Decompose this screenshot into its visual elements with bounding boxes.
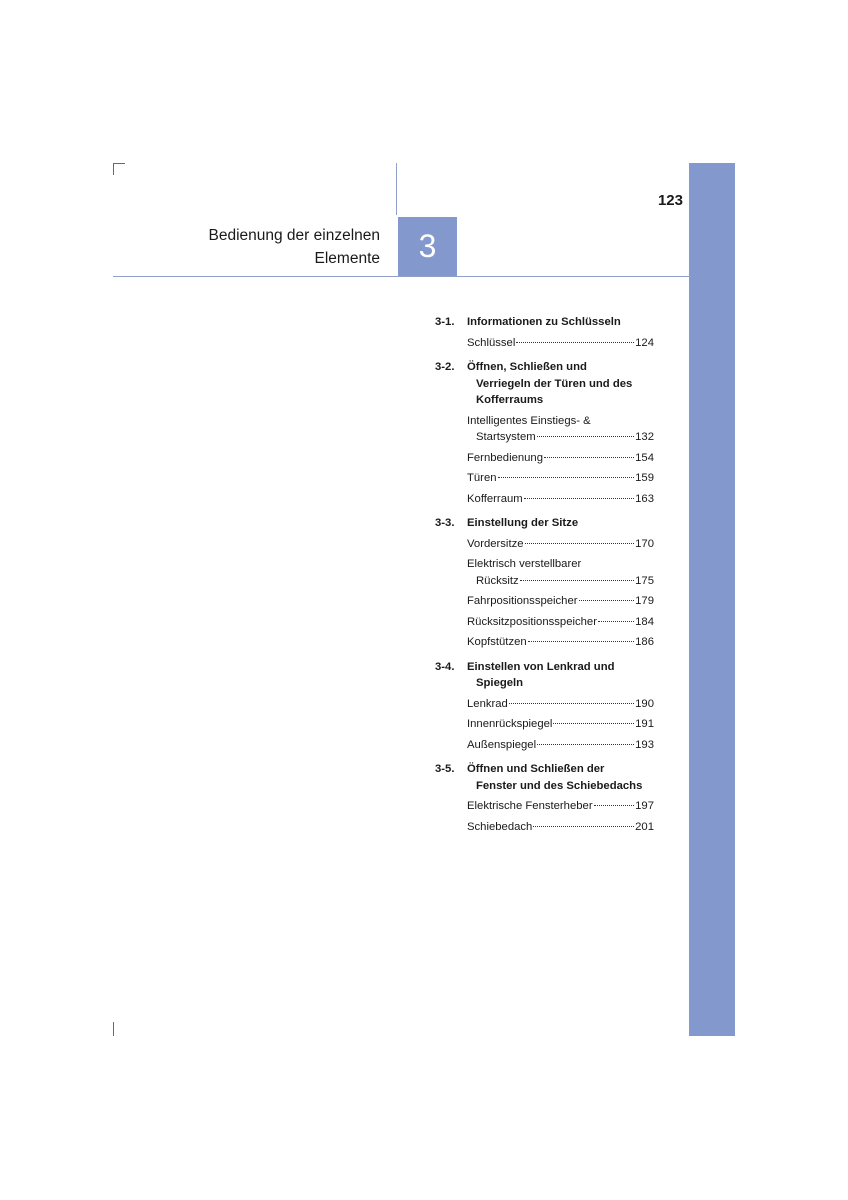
section-number: 3-4. [435, 660, 455, 673]
toc-entry-line [467, 335, 654, 352]
toc-entry-line [467, 716, 654, 733]
toc-entry-text: Elektrisch verstellbarer [467, 558, 582, 570]
toc-entry-line [467, 491, 654, 508]
page-number: 123 [657, 192, 683, 209]
toc-page-number: 163 [635, 492, 654, 505]
toc-page-number: 201 [635, 820, 654, 833]
toc-entry[interactable] [467, 491, 654, 508]
toc-entry-line [467, 614, 654, 631]
toc-entry-text: Fahrpositionsspeicher [467, 595, 578, 607]
section-title-line: Einstellen von Lenkrad und [467, 660, 615, 673]
toc-entry-text: Innenrückspiegel [467, 718, 553, 730]
chapter-title [160, 224, 380, 270]
leader-dots [598, 621, 634, 622]
toc-entry-text: Kofferraum [467, 492, 523, 505]
leader-dots [594, 805, 635, 806]
toc-entry[interactable] [467, 737, 654, 754]
section-number: 3-2. [435, 361, 455, 373]
toc-entry-text: Kopfstützen [467, 636, 527, 648]
toc-page-number: 191 [635, 718, 654, 730]
toc-entry-line [467, 696, 654, 713]
toc-page-number: 170 [635, 537, 654, 550]
section-title-line: Verriegeln der Türen und des [476, 377, 633, 390]
section-title-line: Spiegeln [476, 677, 524, 689]
toc-entry-text: Intelligentes Einstiegs- & [467, 414, 591, 427]
toc-entry-line [467, 450, 654, 467]
leader-dots [509, 703, 634, 704]
toc-entry-text: Rücksitz [476, 574, 519, 587]
crop-mark-bottom-left-v [113, 1022, 114, 1036]
toc-entry[interactable] [467, 413, 654, 446]
toc-entry-text: Vordersitze [467, 537, 524, 550]
toc-entry-text: Elektrische Fensterheber [467, 800, 593, 812]
toc-section-heading [435, 659, 655, 692]
toc-section-heading [435, 515, 655, 532]
toc-page-number: 179 [635, 595, 654, 607]
toc-entry-line [467, 556, 654, 573]
toc-entry-line [467, 819, 654, 836]
toc-entry-line [467, 798, 654, 815]
section-title-line: Einstellung der Sitze [467, 517, 579, 529]
toc-entry-line [467, 634, 654, 651]
section-gap [435, 839, 655, 843]
toc-entry[interactable] [467, 593, 654, 610]
chapter-title-line2: Elemente [314, 250, 380, 267]
toc-page-number: 197 [635, 800, 654, 812]
leader-dots [524, 498, 634, 499]
leader-dots [525, 543, 635, 544]
toc-entry[interactable] [467, 470, 654, 487]
toc-entry-line [467, 536, 654, 553]
leader-dots [537, 436, 635, 437]
section-title [467, 659, 615, 692]
leader-dots [520, 580, 634, 581]
section-number: 3-1. [435, 316, 455, 328]
toc-entry-line [467, 593, 654, 610]
toc-section-heading [435, 761, 655, 794]
toc-entry[interactable] [467, 798, 654, 815]
leader-dots [537, 744, 634, 745]
toc-page-number: 154 [635, 451, 654, 464]
toc-section-heading [435, 359, 655, 409]
section-title-line: Fenster und des Schiebedachs [476, 779, 643, 792]
toc-entry[interactable] [467, 335, 654, 352]
section-number: 3-5. [435, 763, 455, 775]
toc-entry-text: Außenspiegel [467, 738, 537, 751]
section-title-line: Öffnen und Schließen der [467, 763, 605, 775]
crop-mark-top-left-v [113, 163, 114, 175]
leader-dots [528, 641, 634, 642]
chapter-number-box: 3 [398, 217, 457, 276]
toc-entry-text: Startsystem [476, 431, 536, 443]
toc-entry-text: Türen [467, 472, 497, 484]
toc-entry-line [467, 413, 654, 430]
toc-entry-text: Lenkrad [467, 697, 508, 710]
section-title [467, 314, 621, 331]
toc-page-number: 124 [635, 336, 654, 349]
leader-dots [579, 600, 635, 601]
toc-entry-text: Schiebedach [467, 820, 533, 833]
leader-dots [516, 342, 634, 343]
toc-entry-text: Rücksitzpositionsspeicher [467, 615, 597, 628]
section-number: 3-3. [435, 517, 455, 529]
toc-page-number: 184 [635, 615, 654, 628]
toc-section-heading [435, 314, 655, 331]
toc-entry-text: Fernbedienung [467, 451, 544, 464]
toc-entry[interactable] [467, 536, 654, 553]
table-of-contents [435, 314, 655, 843]
leader-dots [498, 477, 635, 478]
section-title [467, 359, 632, 409]
header-horizontal-rule [113, 276, 691, 277]
section-title [467, 761, 642, 794]
leader-dots [553, 723, 634, 724]
toc-entry[interactable] [467, 696, 654, 713]
toc-entry-line [467, 573, 654, 590]
leader-dots [544, 457, 634, 458]
toc-page-number: 190 [635, 697, 654, 710]
chapter-side-tab [689, 163, 735, 1036]
toc-entry-text: Schlüssel [467, 336, 516, 349]
toc-page-number: 193 [635, 738, 654, 751]
toc-entry[interactable] [467, 716, 654, 733]
crop-mark-top-left-h [113, 163, 125, 164]
section-title-line: Öffnen, Schließen und [467, 361, 587, 373]
toc-page-number: 159 [635, 472, 654, 484]
header-vertical-rule [396, 163, 397, 215]
toc-page-number: 132 [635, 431, 654, 443]
section-title-line: Kofferraums [476, 394, 544, 406]
toc-entry-line [467, 470, 654, 487]
leader-dots [533, 826, 634, 827]
toc-page-number: 186 [635, 636, 654, 648]
section-title-line: Informationen zu Schlüsseln [467, 316, 621, 328]
toc-entry[interactable] [467, 614, 654, 631]
toc-entry[interactable] [467, 556, 654, 589]
chapter-title-line1: Bedienung der einzelnen [208, 227, 380, 244]
toc-entry[interactable] [467, 819, 654, 836]
section-title [467, 515, 578, 532]
toc-entry-line [467, 429, 654, 446]
toc-entry-line [467, 737, 654, 754]
toc-entry[interactable] [467, 634, 654, 651]
toc-page-number: 175 [635, 574, 654, 587]
toc-entry[interactable] [467, 450, 654, 467]
